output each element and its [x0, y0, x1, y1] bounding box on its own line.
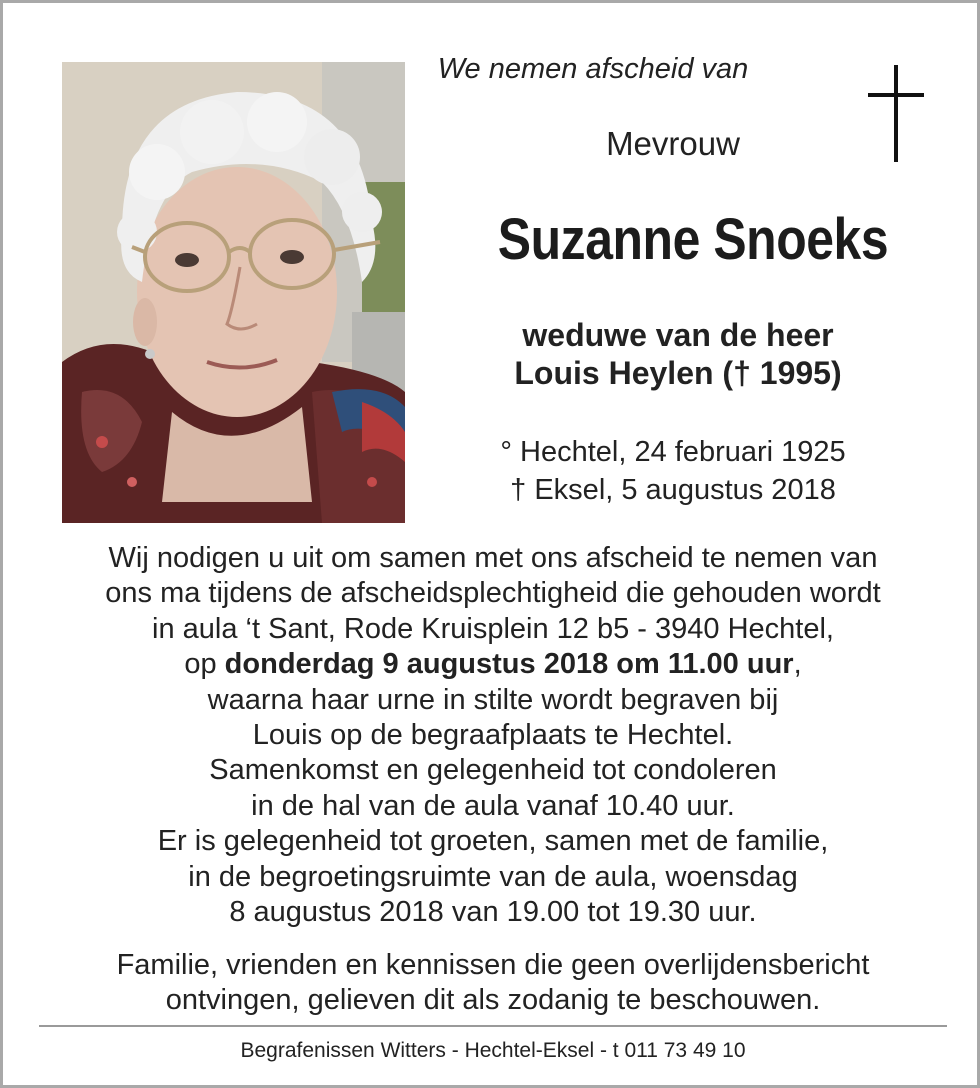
deceased-name: Suzanne Snoeks: [497, 207, 889, 272]
spouse-info: [463, 316, 893, 392]
body-line-ceremony-date: op donderdag 9 augustus 2018 om 11.00 uur,: [184, 648, 802, 681]
spouse-line-2: Louis Heylen († 1995): [514, 355, 842, 391]
body-line: 8 augustus 2018 van 19.00 tot 19.30 uur.: [229, 896, 757, 929]
closing-text: [43, 948, 943, 1019]
body-line: in de begroetingsruimte van de aula, woensdag: [188, 860, 798, 893]
body-line: Samenkomst en gelegenheid tot condoleren: [209, 754, 777, 787]
spouse-line-1: weduwe van de heer: [522, 317, 834, 353]
body-line: Louis op de begraafplaats te Hechtel.: [252, 719, 734, 752]
body-line: Er is gelegenheid tot groeten, samen met de familie,: [157, 825, 829, 858]
body-line: waarna haar urne in stilte wordt begraven bij: [207, 683, 779, 716]
honorific: Mevrouw: [606, 125, 740, 162]
portrait-image: [62, 62, 405, 523]
body-line: Wij nodigen u uit om samen met ons afscheid te nemen van: [108, 542, 878, 574]
life-dates: [453, 433, 893, 509]
closing-line: Familie, vrienden en kennissen die geen overlijdensbericht: [116, 949, 870, 981]
body-line: in aula ‘t Sant, Rode Kruisplein 12 b5 - 3940 Hechtel,: [152, 612, 834, 645]
body-line: in de hal van de aula vanaf 10.40 uur.: [251, 789, 735, 822]
divider: [39, 1025, 947, 1027]
closing-line: ontvingen, gelieven dit als zodanig te beschouwen.: [165, 984, 821, 1017]
birth-date: ° Hechtel, 24 februari 1925: [500, 436, 846, 468]
ceremony-datetime: donderdag 9 augustus 2018 om 11.00 uur: [224, 648, 794, 681]
portrait-photo: [62, 62, 405, 523]
body-line: ons ma tijdens de afscheidsplechtigheid die gehouden wordt: [105, 577, 881, 610]
cross-icon: [868, 65, 924, 162]
ceremony-text: [43, 541, 943, 930]
intro-text: We nemen afscheid van: [437, 53, 749, 85]
funeral-home-footer: Begrafenissen Witters - Hechtel-Eksel - t 011 73 49 10: [240, 1039, 746, 1062]
death-date: † Eksel, 5 augustus 2018: [510, 474, 836, 506]
